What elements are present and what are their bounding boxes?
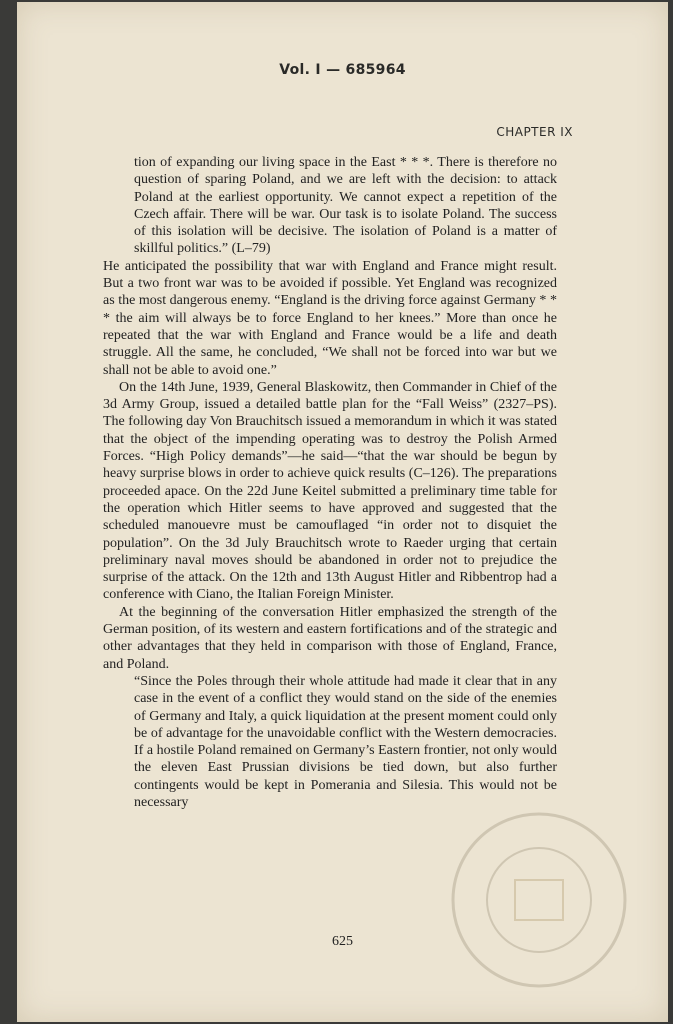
paragraph-4: At the beginning of the conversation Hitler emphasized the strength of the German position, of its western and eastern fortifications and of the strategic and other advantages that they held in comparison with those of England, France, and Poland. — [103, 604, 557, 672]
page-number: 625 — [332, 934, 353, 949]
document-page — [17, 2, 668, 1022]
chapter-label: CHAPTER IX — [496, 125, 573, 139]
volume-header: Vol. I — 685964 — [279, 62, 406, 78]
paragraph-quote-1: tion of expanding our living space in the East * * *. There is therefore no question of sparing Poland, and we are left with the decision: to attack Poland at the earliest opportunity. We cannot expect a repetition of the Czech affair. There will be war. Our task is to isolate Poland. The success of this isolation will be decisive. The isolation of Poland is a matter of skillful politics.” (L–79) — [134, 155, 557, 257]
paragraph-quote-5: “Since the Poles through their whole attitude had made it clear that in any case in the event of a conflict they would stand on the side of the enemies of Germany and Italy, a quick liquidation at the present moment could only be of advantage for the unavoidable conflict with the Western democracies. If a hostile Poland remained on Germany’s Eastern frontier, not only would the eleven East Prussian divisions be tied down, but also further contingents would be kept in Pomerania and Silesia. This would not be necessary — [134, 673, 557, 810]
paragraph-3: On the 14th June, 1939, General Blaskowitz, then Commander in Chief of the 3d Army Group, issued a detailed battle plan for the “Fall Weiss” (2327–PS). The following day Von Brauchitsch issued a memorandum in which it was stated that the object of the impending operating was to destroy the Polish Armed Forces. “High Policy demands”—he said—“that the war should be begun by heavy surprise blows in order to achieve quick results (C–126). The preparations proceeded apace. On the 22d June Keitel submitted a preliminary time table for the operation which Hitler seems to have approved and suggested that the scheduled manouevre must be camouflaged “in order not to disquiet the population”. On the 3d July Brauchitsch wrote to Raeder urging that certain preliminary naval moves should be abandoned in order not to prejudice the surprise of the attack. On the 12th and 13th August Hitler and Ribbentrop had a conference with Ciano, the Italian Foreign Minister. — [103, 379, 557, 603]
body-text — [103, 154, 557, 811]
paragraph-2: He anticipated the possibility that war with England and France might result. But a two front war was to be avoided if possible. Yet England was recognized as the most dangerous enemy. “England is the driving force against Germany * * * the aim will always be to force England to her knees.” More than once he repeated that the war with England and France would be a life and death struggle. All the same, he concluded, “We shall not be forced into war but we shall not be able to avoid one.” — [103, 258, 557, 378]
library-seal-stamp — [449, 810, 629, 990]
